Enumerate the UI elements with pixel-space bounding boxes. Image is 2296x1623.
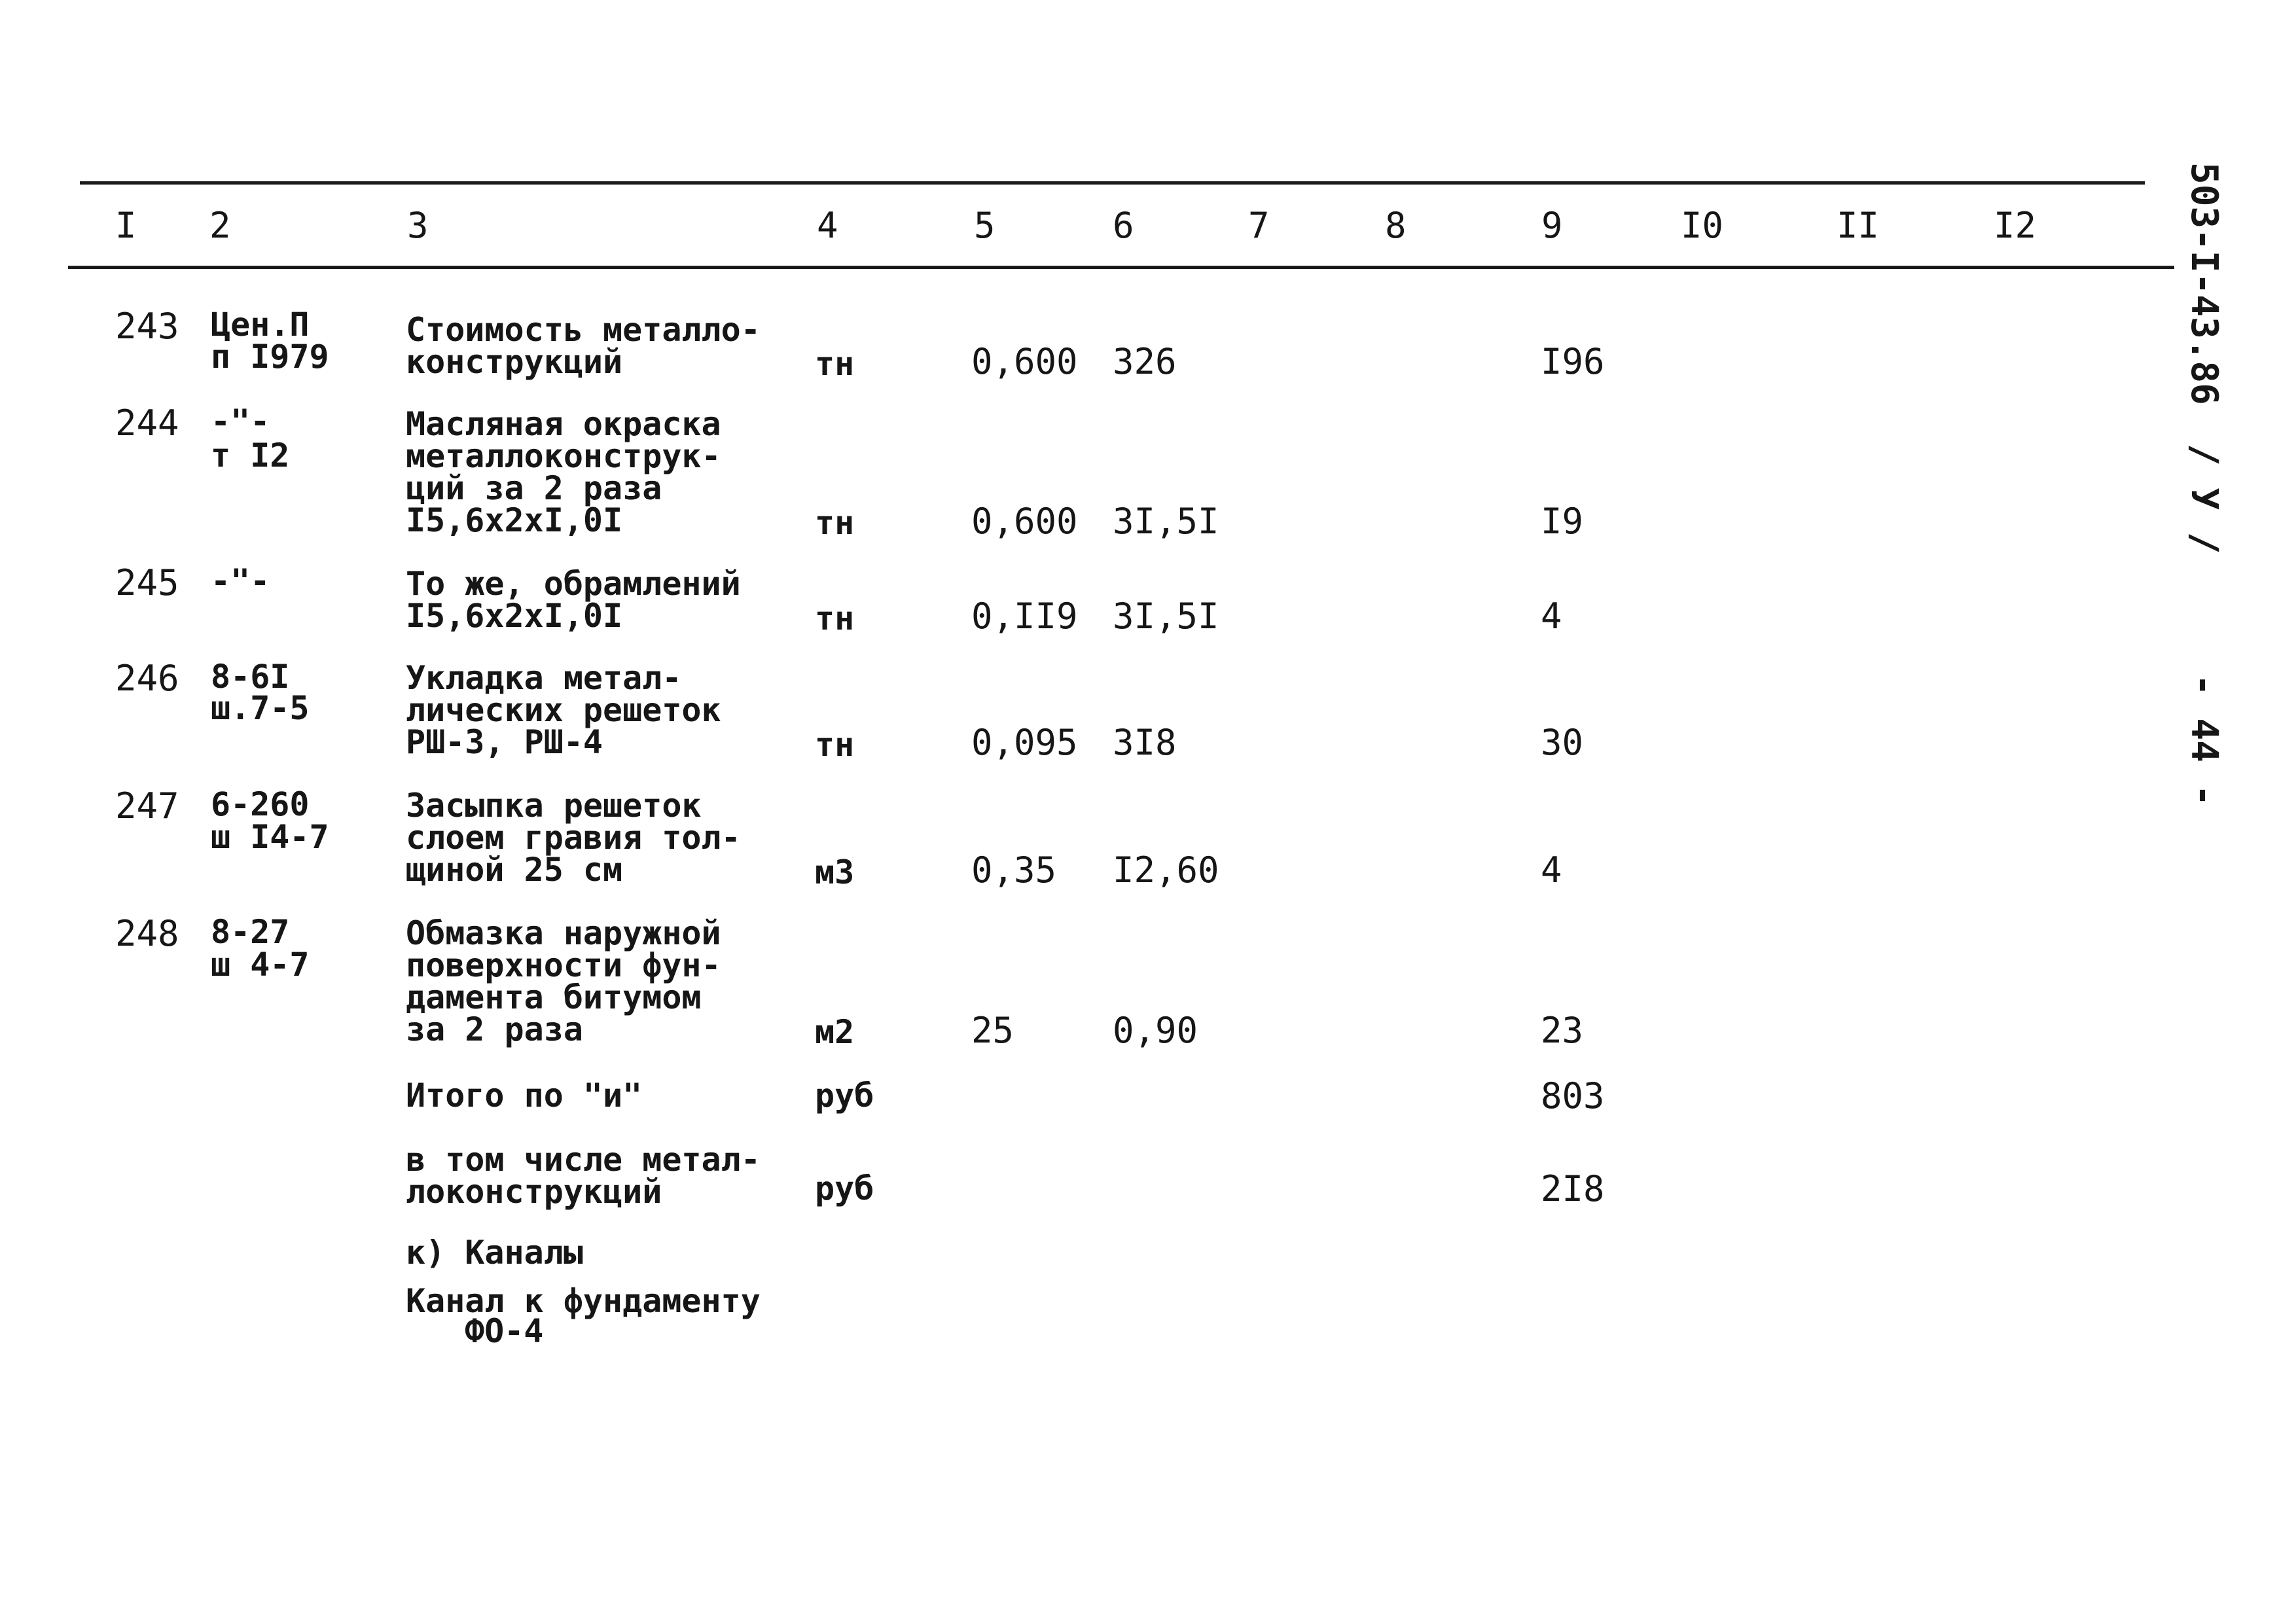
row-246-ref-1: 8-6I	[211, 658, 290, 696]
row-248-name-2: поверхности фун-	[406, 946, 721, 984]
row-243-qty: 0,600	[971, 341, 1078, 382]
row-245-total: 4	[1541, 596, 1562, 637]
col-header-4: 4	[817, 205, 838, 246]
row-245-ref-1: -"-	[211, 562, 270, 600]
row-248-qty: 25	[971, 1010, 1014, 1051]
row-248-unit: м2	[815, 1013, 855, 1051]
row-248-price: 0,90	[1113, 1010, 1198, 1051]
row-244-unit: тн	[815, 504, 855, 542]
col-header-3: 3	[407, 205, 429, 246]
top-rule	[80, 181, 2145, 185]
row-243-name-1: Стоимость металло-	[406, 311, 761, 349]
row-244-name-4: I5,6x2xI,0I	[406, 501, 623, 539]
row-245-unit: тн	[815, 599, 855, 637]
row-247-name-1: Засыпка решеток	[406, 787, 702, 825]
col-header-1: I	[115, 205, 137, 246]
row-248-ref-2: ш 4-7	[211, 946, 310, 984]
row-246-number: 246	[115, 658, 179, 699]
col-header-5: 5	[974, 205, 996, 246]
row-247-ref-2: ш I4-7	[211, 818, 329, 856]
col-header-6: 6	[1113, 205, 1134, 246]
album-mark: / У /	[2183, 444, 2225, 554]
row-243-number: 243	[115, 306, 179, 347]
row-245-number: 245	[115, 562, 179, 603]
col-header-8: 8	[1385, 205, 1407, 246]
row-244-price: 3I,5I	[1113, 501, 1219, 542]
row-245-price: 3I,5I	[1113, 596, 1219, 637]
col-header-2: 2	[209, 205, 231, 246]
row-243-ref-1: Цен.П	[211, 306, 310, 344]
row-244-ref-1: -"-	[211, 402, 270, 440]
row-244-ref-2: т I2	[211, 437, 290, 474]
row-245-name-1: То же, обрамлений	[406, 565, 741, 603]
document-code: 503-I-43.86	[2183, 162, 2225, 405]
section-item-2: ФО-4	[465, 1312, 544, 1350]
summary-total-value: 803	[1541, 1075, 1605, 1116]
page-number: - 44 -	[2183, 674, 2225, 807]
row-246-name-2: лических решеток	[406, 691, 721, 729]
row-246-name-3: РШ-3, РШ-4	[406, 723, 603, 761]
section-item-1: Канал к фундаменту	[406, 1282, 761, 1320]
row-247-name-3: щиной 25 см	[406, 851, 623, 889]
row-246-price: 3I8	[1113, 722, 1177, 763]
row-246-total: 30	[1541, 722, 1584, 763]
row-247-qty: 0,35	[971, 849, 1057, 891]
summary-metal-unit: руб	[815, 1169, 874, 1207]
row-247-ref-1: 6-260	[211, 785, 310, 823]
row-243-unit: тн	[815, 345, 855, 383]
col-header-11: II	[1837, 205, 1880, 246]
row-243-price: 326	[1113, 341, 1177, 382]
row-246-name-1: Укладка метал-	[406, 659, 682, 697]
row-245-qty: 0,II9	[971, 596, 1078, 637]
row-244-total: I9	[1541, 501, 1584, 542]
row-244-name-1: Масляная окраска	[406, 405, 721, 443]
row-248-total: 23	[1541, 1010, 1584, 1051]
row-243-ref-2: п I979	[211, 338, 329, 376]
section-title: к) Каналы	[406, 1234, 583, 1272]
row-247-price: I2,60	[1113, 849, 1219, 891]
row-243-name-2: конструкций	[406, 343, 623, 381]
summary-total-unit: руб	[815, 1077, 874, 1115]
row-244-name-3: ций за 2 раза	[406, 469, 662, 507]
row-247-unit: м3	[815, 853, 855, 891]
row-246-ref-2: ш.7-5	[211, 689, 310, 727]
summary-total-label: Итого по "и"	[406, 1077, 643, 1115]
row-248-ref-1: 8-27	[211, 913, 290, 951]
row-246-qty: 0,095	[971, 722, 1078, 763]
row-244-qty: 0,600	[971, 501, 1078, 542]
row-247-total: 4	[1541, 849, 1562, 891]
row-244-name-2: металлоконструк-	[406, 437, 721, 475]
row-248-name-4: за 2 раза	[406, 1010, 583, 1048]
col-header-12: I2	[1994, 205, 2037, 246]
header-rule	[68, 266, 2174, 269]
col-header-10: I0	[1681, 205, 1724, 246]
row-248-number: 248	[115, 913, 179, 954]
row-245-name-2: I5,6x2xI,0I	[406, 597, 623, 635]
row-247-number: 247	[115, 785, 179, 827]
summary-metal-value: 2I8	[1541, 1168, 1605, 1209]
col-header-7: 7	[1248, 205, 1270, 246]
row-244-number: 244	[115, 402, 179, 444]
row-243-total: I96	[1541, 341, 1605, 382]
summary-metal-label-1: в том числе метал-	[406, 1141, 761, 1179]
row-248-name-3: дамента битумом	[406, 978, 702, 1016]
row-248-name-1: Обмазка наружной	[406, 914, 721, 952]
row-246-unit: тн	[815, 726, 855, 764]
row-247-name-2: слоем гравия тол-	[406, 819, 741, 857]
summary-metal-label-2: локонструкций	[406, 1173, 662, 1211]
col-header-9: 9	[1541, 205, 1563, 246]
